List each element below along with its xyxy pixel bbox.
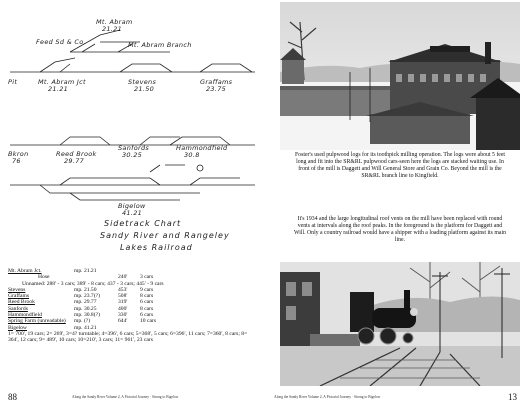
sketch-mt-abram-top-mp: 21.21 <box>102 25 123 33</box>
locomotive-photo-image <box>280 262 520 386</box>
locomotive-photo <box>280 262 520 386</box>
sketch-reed-mp: 30.8 <box>184 151 200 159</box>
running-footer-left: Along the Sandy River Volume 2, A Pictorial Journey · Strong to Bigelow <box>72 395 179 399</box>
sketch-reed-label: Reed Brook <box>56 150 97 158</box>
siding-name: Spring Farm (unreadable) <box>8 318 66 325</box>
siding-len: 240' <box>118 274 128 281</box>
siding-name: Bigelow <box>8 324 27 331</box>
siding-mp: mp. 21.50 <box>74 286 97 293</box>
mill-photo-image <box>280 2 520 150</box>
siding-name: Sanfords <box>8 305 28 312</box>
sketch-track-mp: 23.75 <box>206 85 227 93</box>
siding-len: 400' <box>118 305 128 312</box>
siding-cars: 8 cars <box>140 293 154 300</box>
sketch-mt-abram-top: Mt. Abram <box>96 18 133 26</box>
siding-mp: mp. 21.21 <box>74 268 97 274</box>
siding-list <box>8 268 258 344</box>
siding-cars: 10 cars <box>140 318 156 325</box>
sketch-track-mp: 21.21 <box>48 85 69 93</box>
siding-mp: mp. 30.8(?) <box>74 312 100 319</box>
siding-name: Reed Brook <box>8 299 35 306</box>
siding-cars: 8 cars <box>140 305 154 312</box>
sketch-track-label: Mt. Abram Jct <box>38 78 86 86</box>
siding-mp: mp. (?) <box>74 318 91 325</box>
siding-name: Stevens <box>8 286 26 293</box>
sketch-bigelow-mp: 41.21 <box>122 209 143 217</box>
sketch-reed-mp: 76 <box>12 157 21 165</box>
siding-len: 644' <box>118 318 128 325</box>
sketch-track-label: Graffams <box>200 78 233 86</box>
siding-mp: mp. 23.7(?) <box>74 293 100 300</box>
bigelow-note: 1= 700', 19 cars; 2= 269', 3=4? turntable; 4=396', 6 cars; 5=368', 5 cars; 6=396', 11 cars; 7=360', 8 cars; 8= 364', 12 cars; 9= 489', 10 cars; 10=210', 3 cars; 11= 961', 23 cars <box>8 330 248 344</box>
page-number-right: 13 <box>508 392 517 402</box>
sidetrack-chart-sketch <box>0 0 264 262</box>
sketch-title-2: Sandy River and Rangeley <box>100 231 230 240</box>
siding-len: 330' <box>118 312 128 319</box>
siding-cars: 6 cars <box>140 299 154 306</box>
siding-unnamed: Unnamed: 288' - 3 cars; 389' - 8 cars; 437 - 3 cars; 445' - 9 cars <box>22 280 164 287</box>
siding-mp: mp. 29.77 <box>74 299 97 306</box>
siding-cars: 9 cars <box>140 286 154 293</box>
running-footer-right: Along the Sandy River Volume 2, A Pictorial Journey · Strong to Bigelow <box>274 395 381 399</box>
sketch-reed-label: Bkron <box>8 150 29 158</box>
siding-name: Hose <box>38 274 50 281</box>
siding-len: 508' <box>118 293 128 300</box>
sketch-track-label: Stevens <box>128 78 157 86</box>
siding-name: Mt. Abram Jct. <box>8 268 42 274</box>
sketch-reed-mp: 30.25 <box>122 151 143 159</box>
sketch-reed-mp: 29.77 <box>64 157 85 165</box>
sketch-mt-abram-branch: Mt. Abram Branch <box>128 41 192 49</box>
siding-len: 453' <box>118 286 128 293</box>
mill-photo <box>280 2 520 150</box>
caption-bottom: It's 1934 and the large longitudinal roof vents on the mill have been replaced with round vents at intervals along the roof peaks. In the foreground is the platform for Daggett and Will. Only a country railroad would have a shipper with a loading platform against its main line. <box>294 216 506 243</box>
siding-mp: mp. 41.21 <box>74 324 97 331</box>
sketch-title-1: Sidetrack Chart <box>104 219 182 228</box>
right-page <box>264 0 528 408</box>
page-number-left: 88 <box>8 392 17 402</box>
caption-top: Foster's used pulpwood logs for its toothpick milling operation. The logs were about 5 feet long and fit into the SR&RL pulpwood cars-seen here the logs are stacked waiting use. In front of the mill is Daggett and Will General Store and Grain Co. Beyond the mill is the SR&RL branch line to Kingfield. <box>294 152 506 179</box>
sketch-track-mp: 21.50 <box>134 85 155 93</box>
siding-mp <box>74 274 118 280</box>
siding-name: Graffams <box>8 293 30 300</box>
siding-cars: 6 cars <box>140 312 154 319</box>
sketch-feed-shed: Feed Sd & Co. <box>36 38 86 46</box>
siding-mp: mp. 30.25 <box>74 305 97 312</box>
sketch-reed-label: Hammondfield <box>176 144 228 152</box>
siding-len: 319' <box>118 299 128 306</box>
sketch-title-3: Lakes Railroad <box>120 243 193 252</box>
siding-name: Hammondfield <box>8 312 42 319</box>
sketch-track-label: Pit <box>8 78 18 86</box>
sketch-bigelow: Bigelow <box>118 202 146 210</box>
sketch-reed-label: Sanfords <box>118 144 150 152</box>
siding-cars: 3 cars <box>140 274 154 281</box>
